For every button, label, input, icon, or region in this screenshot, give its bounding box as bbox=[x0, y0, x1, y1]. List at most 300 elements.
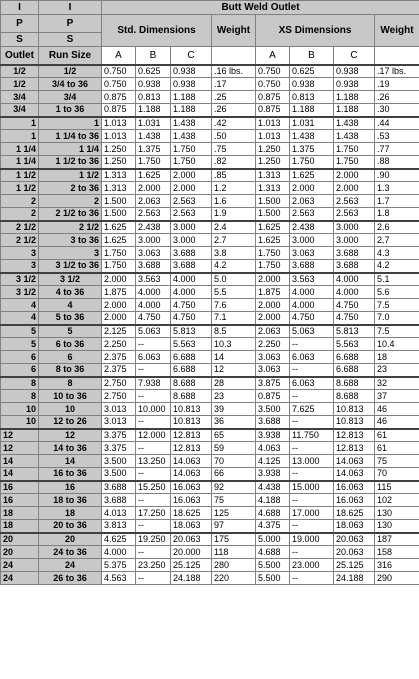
table-row bbox=[1, 559, 419, 572]
xs-b-cell: 15.000 bbox=[290, 481, 334, 494]
xs-weight-cell: 75 bbox=[375, 455, 419, 468]
std-c-cell: 20.000 bbox=[171, 546, 212, 559]
outlet-cell: 24 bbox=[1, 572, 39, 585]
table-row bbox=[1, 286, 419, 299]
run-size-cell: 14 bbox=[39, 455, 102, 468]
xs-b-cell: 7.625 bbox=[290, 403, 334, 416]
ips-letter: P bbox=[39, 15, 102, 33]
std-b-cell: 2.000 bbox=[136, 182, 171, 195]
xs-c-cell: 10.813 bbox=[334, 416, 375, 429]
outlet-cell: 16 bbox=[1, 481, 39, 494]
table-row bbox=[1, 468, 419, 481]
std-c-cell: 2.000 bbox=[171, 169, 212, 182]
std-c-cell: 2.563 bbox=[171, 195, 212, 208]
table-row bbox=[1, 273, 419, 286]
xs-c-cell: 1.750 bbox=[334, 143, 375, 156]
std-c-header: C bbox=[171, 47, 212, 65]
table-row bbox=[1, 403, 419, 416]
table-row bbox=[1, 390, 419, 403]
run-size-cell: 12 to 26 bbox=[39, 416, 102, 429]
std-c-cell: 8.688 bbox=[171, 377, 212, 390]
outlet-cell: 2 1/2 bbox=[1, 221, 39, 234]
std-c-cell: 24.188 bbox=[171, 572, 212, 585]
table-row bbox=[1, 416, 419, 429]
xs-a-cell: 1.750 bbox=[256, 260, 290, 273]
std-c-cell: 8.688 bbox=[171, 390, 212, 403]
xs-weight-cell: .19 bbox=[375, 78, 419, 91]
xs-weight-cell: .88 bbox=[375, 156, 419, 169]
std-b-cell: -- bbox=[136, 494, 171, 507]
std-a-cell: 3.013 bbox=[102, 403, 136, 416]
outlet-cell: 3 bbox=[1, 247, 39, 260]
xs-weight-cell: 2.7 bbox=[375, 234, 419, 247]
xs-a-cell: 3.063 bbox=[256, 364, 290, 377]
table-row bbox=[1, 351, 419, 364]
xs-b-cell: 2.438 bbox=[290, 221, 334, 234]
std-weight-cell: 220 bbox=[212, 572, 256, 585]
xs-b-cell: 13.000 bbox=[290, 455, 334, 468]
xs-weight-cell: 130 bbox=[375, 507, 419, 520]
run-size-cell: 18 to 36 bbox=[39, 494, 102, 507]
xs-weight-cell: 32 bbox=[375, 377, 419, 390]
xs-c-cell: 5.563 bbox=[334, 338, 375, 351]
outlet-cell: 1/2 bbox=[1, 65, 39, 78]
std-weight-cell: 175 bbox=[212, 533, 256, 546]
xs-weight-cell: 61 bbox=[375, 429, 419, 442]
table-row bbox=[1, 507, 419, 520]
xs-b-cell: 19.000 bbox=[290, 533, 334, 546]
xs-weight-cell: 46 bbox=[375, 403, 419, 416]
run-size-cell: 8 to 36 bbox=[39, 364, 102, 377]
std-a-cell: 3.500 bbox=[102, 468, 136, 481]
std-c-cell: 4.750 bbox=[171, 312, 212, 325]
std-c-cell: 10.813 bbox=[171, 416, 212, 429]
xs-b-cell: 3.063 bbox=[290, 247, 334, 260]
std-b-cell: 6.063 bbox=[136, 351, 171, 364]
std-a-cell: 5.375 bbox=[102, 559, 136, 572]
xs-weight-cell: 4.3 bbox=[375, 247, 419, 260]
table-row bbox=[1, 312, 419, 325]
run-size-header: Run Size bbox=[39, 47, 102, 65]
xs-c-cell: 0.938 bbox=[334, 65, 375, 78]
std-a-cell: 0.750 bbox=[102, 65, 136, 78]
std-weight-cell: 5.0 bbox=[212, 273, 256, 286]
xs-a-cell: 4.688 bbox=[256, 507, 290, 520]
std-a-cell: 2.250 bbox=[102, 338, 136, 351]
xs-b-header: B bbox=[290, 47, 334, 65]
std-b-cell: 0.938 bbox=[136, 78, 171, 91]
super-title: Butt Weld Outlet bbox=[102, 1, 419, 15]
std-a-cell: 4.625 bbox=[102, 533, 136, 546]
std-c-cell: 3.688 bbox=[171, 247, 212, 260]
table-row bbox=[1, 143, 419, 156]
std-b-cell: -- bbox=[136, 546, 171, 559]
run-size-cell: 1 1/2 bbox=[39, 169, 102, 182]
std-a-cell: 1.013 bbox=[102, 117, 136, 130]
ips-letter: S bbox=[39, 33, 102, 47]
std-b-cell: 10.000 bbox=[136, 403, 171, 416]
xs-b-cell: -- bbox=[290, 338, 334, 351]
xs-c-header: C bbox=[334, 47, 375, 65]
std-a-cell: 2.375 bbox=[102, 351, 136, 364]
outlet-cell: 10 bbox=[1, 416, 39, 429]
std-weight-cell: .26 bbox=[212, 104, 256, 117]
std-weight-cell: 1.9 bbox=[212, 208, 256, 221]
table-row bbox=[1, 195, 419, 208]
xs-a-cell: 0.750 bbox=[256, 65, 290, 78]
xs-a-cell: 0.875 bbox=[256, 104, 290, 117]
std-a-cell: 2.000 bbox=[102, 273, 136, 286]
std-b-cell: 3.563 bbox=[136, 273, 171, 286]
xs-b-cell: 1.375 bbox=[290, 143, 334, 156]
std-b-cell: 4.000 bbox=[136, 299, 171, 312]
xs-c-cell: 1.438 bbox=[334, 130, 375, 143]
std-a-cell: 1.875 bbox=[102, 286, 136, 299]
xs-c-cell: 4.000 bbox=[334, 286, 375, 299]
xs-weight-cell: 7.0 bbox=[375, 312, 419, 325]
std-c-cell: 3.000 bbox=[171, 221, 212, 234]
std-c-cell: 10.813 bbox=[171, 403, 212, 416]
std-a-cell: 2.375 bbox=[102, 364, 136, 377]
xs-b-cell: -- bbox=[290, 520, 334, 533]
xs-c-cell: 24.188 bbox=[334, 572, 375, 585]
std-b-cell: 5.063 bbox=[136, 325, 171, 338]
xs-a-cell: 0.750 bbox=[256, 78, 290, 91]
table-row bbox=[1, 442, 419, 455]
outlet-cell: 6 bbox=[1, 364, 39, 377]
outlet-cell: 2 bbox=[1, 208, 39, 221]
table-row bbox=[1, 429, 419, 442]
std-b-cell: 2.563 bbox=[136, 208, 171, 221]
std-c-cell: 4.000 bbox=[171, 273, 212, 286]
std-weight-cell: 14 bbox=[212, 351, 256, 364]
std-b-cell: 0.813 bbox=[136, 91, 171, 104]
std-c-cell: 1.438 bbox=[171, 117, 212, 130]
std-a-cell: 1.250 bbox=[102, 143, 136, 156]
xs-a-cell: 2.000 bbox=[256, 273, 290, 286]
run-size-cell: 3 1/2 bbox=[39, 273, 102, 286]
xs-a-cell: 1.500 bbox=[256, 195, 290, 208]
ips-letter: S bbox=[1, 33, 39, 47]
xs-weight-cell: .17 lbs. bbox=[375, 65, 419, 78]
std-b-cell: 17.250 bbox=[136, 507, 171, 520]
run-size-cell: 20 to 36 bbox=[39, 520, 102, 533]
xs-weight-cell: 46 bbox=[375, 416, 419, 429]
std-weight-cell: .42 bbox=[212, 117, 256, 130]
std-b-cell: -- bbox=[136, 520, 171, 533]
std-weight-cell: 92 bbox=[212, 481, 256, 494]
xs-a-cell: 1.750 bbox=[256, 247, 290, 260]
xs-a-cell: 1.013 bbox=[256, 117, 290, 130]
xs-weight-cell: 2.6 bbox=[375, 221, 419, 234]
xs-c-cell: 3.000 bbox=[334, 234, 375, 247]
xs-c-cell: 20.063 bbox=[334, 546, 375, 559]
outlet-cell: 2 1/2 bbox=[1, 234, 39, 247]
ips-letter: I bbox=[1, 1, 39, 15]
std-weight-cell: 4.2 bbox=[212, 260, 256, 273]
outlet-cell: 4 bbox=[1, 299, 39, 312]
std-a-cell: 0.875 bbox=[102, 91, 136, 104]
table-row bbox=[1, 494, 419, 507]
outlet-cell: 1 1/4 bbox=[1, 156, 39, 169]
xs-weight-cell: 10.4 bbox=[375, 338, 419, 351]
xs-c-cell: 2.563 bbox=[334, 208, 375, 221]
xs-b-cell: 5.063 bbox=[290, 325, 334, 338]
xs-weight-cell: 7.5 bbox=[375, 299, 419, 312]
std-b-cell: 12.000 bbox=[136, 429, 171, 442]
xs-weight-cell: 4.2 bbox=[375, 260, 419, 273]
xs-b-cell: 4.000 bbox=[290, 286, 334, 299]
std-a-cell: 3.688 bbox=[102, 481, 136, 494]
xs-weight-cell: 316 bbox=[375, 559, 419, 572]
xs-weight-cell: 18 bbox=[375, 351, 419, 364]
xs-b-cell: 3.563 bbox=[290, 273, 334, 286]
std-c-cell: 6.688 bbox=[171, 364, 212, 377]
std-a-cell: 2.000 bbox=[102, 299, 136, 312]
std-a-cell: 1.625 bbox=[102, 234, 136, 247]
xs-c-cell: 18.063 bbox=[334, 520, 375, 533]
std-weight-header: Weight bbox=[212, 15, 256, 47]
std-b-cell: -- bbox=[136, 364, 171, 377]
xs-a-header: A bbox=[256, 47, 290, 65]
std-b-cell: 19.250 bbox=[136, 533, 171, 546]
run-size-cell: 12 bbox=[39, 429, 102, 442]
xs-weight-cell: .77 bbox=[375, 143, 419, 156]
xs-a-cell: 1.313 bbox=[256, 182, 290, 195]
outlet-cell: 16 bbox=[1, 494, 39, 507]
std-weight-cell: .82 bbox=[212, 156, 256, 169]
std-a-cell: 3.500 bbox=[102, 455, 136, 468]
std-b-header: B bbox=[136, 47, 171, 65]
xs-c-cell: 6.688 bbox=[334, 364, 375, 377]
xs-b-cell: 6.063 bbox=[290, 351, 334, 364]
std-a-cell: 4.000 bbox=[102, 546, 136, 559]
std-a-cell: 1.750 bbox=[102, 247, 136, 260]
xs-weight-cell: 1.3 bbox=[375, 182, 419, 195]
std-c-cell: 1.438 bbox=[171, 130, 212, 143]
std-weight-cell: 59 bbox=[212, 442, 256, 455]
std-weight-cell: 3.8 bbox=[212, 247, 256, 260]
xs-weight-cell: 102 bbox=[375, 494, 419, 507]
xs-b-cell: 0.625 bbox=[290, 65, 334, 78]
outlet-cell: 8 bbox=[1, 377, 39, 390]
xs-c-cell: 0.938 bbox=[334, 78, 375, 91]
std-a-cell: 1.013 bbox=[102, 130, 136, 143]
xs-a-cell: 0.875 bbox=[256, 390, 290, 403]
std-a-cell: 3.375 bbox=[102, 442, 136, 455]
outlet-cell: 3 bbox=[1, 260, 39, 273]
xs-c-cell: 6.688 bbox=[334, 351, 375, 364]
std-a-cell: 4.013 bbox=[102, 507, 136, 520]
std-b-cell: 7.938 bbox=[136, 377, 171, 390]
std-b-cell: 3.688 bbox=[136, 260, 171, 273]
std-c-cell: 5.563 bbox=[171, 338, 212, 351]
xs-c-cell: 4.000 bbox=[334, 273, 375, 286]
xs-b-cell: -- bbox=[290, 416, 334, 429]
run-size-cell: 18 bbox=[39, 507, 102, 520]
std-weight-cell: 5.5 bbox=[212, 286, 256, 299]
std-c-cell: 1.750 bbox=[171, 143, 212, 156]
std-weight-cell: .16 lbs. bbox=[212, 65, 256, 78]
std-weight-cell: 7.6 bbox=[212, 299, 256, 312]
std-a-cell: 0.750 bbox=[102, 78, 136, 91]
table-row bbox=[1, 156, 419, 169]
std-weight-cell: 23 bbox=[212, 390, 256, 403]
xs-b-cell: 6.063 bbox=[290, 377, 334, 390]
xs-weight-cell: 115 bbox=[375, 481, 419, 494]
run-size-cell: 2 bbox=[39, 195, 102, 208]
std-b-cell: 1.438 bbox=[136, 130, 171, 143]
xs-c-cell: 3.688 bbox=[334, 247, 375, 260]
ips-letter: P bbox=[1, 15, 39, 33]
table-body bbox=[1, 65, 419, 585]
xs-a-cell: 3.500 bbox=[256, 403, 290, 416]
std-b-cell: 1.750 bbox=[136, 156, 171, 169]
outlet-cell: 5 bbox=[1, 338, 39, 351]
run-size-cell: 6 to 36 bbox=[39, 338, 102, 351]
xs-b-cell: 1.031 bbox=[290, 117, 334, 130]
outlet-cell: 8 bbox=[1, 390, 39, 403]
xs-c-cell: 1.750 bbox=[334, 156, 375, 169]
xs-weight-cell: .53 bbox=[375, 130, 419, 143]
xs-a-cell: 5.500 bbox=[256, 559, 290, 572]
xs-b-cell: -- bbox=[290, 572, 334, 585]
outlet-cell: 4 bbox=[1, 312, 39, 325]
outlet-cell: 14 bbox=[1, 468, 39, 481]
table-row bbox=[1, 364, 419, 377]
run-size-cell: 1/2 bbox=[39, 65, 102, 78]
std-weight-cell: 8.5 bbox=[212, 325, 256, 338]
xs-c-cell: 20.063 bbox=[334, 533, 375, 546]
outlet-cell: 1 1/2 bbox=[1, 169, 39, 182]
std-b-cell: 3.000 bbox=[136, 234, 171, 247]
std-c-cell: 14.063 bbox=[171, 455, 212, 468]
run-size-cell: 10 bbox=[39, 403, 102, 416]
run-size-cell: 16 to 36 bbox=[39, 468, 102, 481]
xs-c-cell: 8.688 bbox=[334, 390, 375, 403]
xs-c-cell: 4.750 bbox=[334, 312, 375, 325]
std-a-cell: 1.750 bbox=[102, 260, 136, 273]
run-size-cell: 8 bbox=[39, 377, 102, 390]
std-c-cell: 2.563 bbox=[171, 208, 212, 221]
xs-b-cell: 0.938 bbox=[290, 78, 334, 91]
std-a-cell: 1.250 bbox=[102, 156, 136, 169]
std-b-cell: 3.063 bbox=[136, 247, 171, 260]
xs-a-cell: 5.000 bbox=[256, 533, 290, 546]
xs-a-cell: 1.013 bbox=[256, 130, 290, 143]
std-a-cell: 2.750 bbox=[102, 390, 136, 403]
run-size-cell: 2 1/2 to 36 bbox=[39, 208, 102, 221]
xs-b-cell: 23.000 bbox=[290, 559, 334, 572]
outlet-cell: 1 bbox=[1, 130, 39, 143]
xs-b-cell: 1.438 bbox=[290, 130, 334, 143]
table-row bbox=[1, 533, 419, 546]
table-row bbox=[1, 572, 419, 585]
std-weight-cell: .75 bbox=[212, 143, 256, 156]
table-row bbox=[1, 260, 419, 273]
xs-b-cell: -- bbox=[290, 546, 334, 559]
std-weight-cell: 125 bbox=[212, 507, 256, 520]
std-c-cell: 18.063 bbox=[171, 520, 212, 533]
run-size-cell: 2 to 36 bbox=[39, 182, 102, 195]
xs-weight-header: Weight bbox=[375, 15, 419, 47]
xs-a-cell: 3.688 bbox=[256, 416, 290, 429]
outlet-cell: 18 bbox=[1, 520, 39, 533]
std-weight-cell: .50 bbox=[212, 130, 256, 143]
run-size-cell: 1 1/2 to 36 bbox=[39, 156, 102, 169]
table-row bbox=[1, 91, 419, 104]
std-weight-cell: 66 bbox=[212, 468, 256, 481]
std-a-header: A bbox=[102, 47, 136, 65]
xs-a-cell: 4.125 bbox=[256, 455, 290, 468]
run-size-cell: 3 1/2 to 36 bbox=[39, 260, 102, 273]
std-weight-cell: 280 bbox=[212, 559, 256, 572]
xs-c-cell: 2.000 bbox=[334, 182, 375, 195]
std-weight-cell: 1.6 bbox=[212, 195, 256, 208]
std-title: Std. Dimensions bbox=[102, 15, 212, 47]
xs-b-cell: -- bbox=[290, 442, 334, 455]
std-c-cell: 18.625 bbox=[171, 507, 212, 520]
std-weight-cell: 65 bbox=[212, 429, 256, 442]
xs-weight-cell: 37 bbox=[375, 390, 419, 403]
std-weight-cell: .85 bbox=[212, 169, 256, 182]
table-row bbox=[1, 78, 419, 91]
std-weight-cell: 118 bbox=[212, 546, 256, 559]
xs-c-cell: 25.125 bbox=[334, 559, 375, 572]
xs-c-cell: 1.438 bbox=[334, 117, 375, 130]
xs-c-cell: 2.000 bbox=[334, 169, 375, 182]
xs-weight-cell: .30 bbox=[375, 104, 419, 117]
run-size-cell: 4 bbox=[39, 299, 102, 312]
xs-weight-cell: 70 bbox=[375, 468, 419, 481]
std-c-cell: 1.750 bbox=[171, 156, 212, 169]
xs-b-cell: 0.813 bbox=[290, 91, 334, 104]
run-size-cell: 16 bbox=[39, 481, 102, 494]
outlet-cell: 5 bbox=[1, 325, 39, 338]
xs-a-cell: 4.375 bbox=[256, 520, 290, 533]
std-b-cell: 1.188 bbox=[136, 104, 171, 117]
ips-letter: I bbox=[39, 1, 102, 15]
std-b-cell: -- bbox=[136, 338, 171, 351]
xs-b-cell: 1.188 bbox=[290, 104, 334, 117]
std-weight-cell: 97 bbox=[212, 520, 256, 533]
std-c-cell: 4.750 bbox=[171, 299, 212, 312]
xs-a-cell: 2.000 bbox=[256, 312, 290, 325]
xs-a-cell: 1.250 bbox=[256, 143, 290, 156]
xs-c-cell: 14.063 bbox=[334, 468, 375, 481]
run-size-cell: 24 to 36 bbox=[39, 546, 102, 559]
run-size-cell: 5 to 36 bbox=[39, 312, 102, 325]
run-size-cell: 1 bbox=[39, 117, 102, 130]
table-row bbox=[1, 182, 419, 195]
table-row bbox=[1, 338, 419, 351]
std-b-cell: 2.063 bbox=[136, 195, 171, 208]
run-size-cell: 3/4 to 36 bbox=[39, 78, 102, 91]
xs-c-cell: 12.813 bbox=[334, 442, 375, 455]
run-size-cell: 3/4 bbox=[39, 91, 102, 104]
xs-a-cell: 5.500 bbox=[256, 572, 290, 585]
xs-b-cell: -- bbox=[290, 494, 334, 507]
xs-weight-cell: 1.7 bbox=[375, 195, 419, 208]
std-weight-cell: 1.2 bbox=[212, 182, 256, 195]
std-weight-cell: 7.1 bbox=[212, 312, 256, 325]
std-c-cell: 12.813 bbox=[171, 442, 212, 455]
run-size-cell: 1 1/4 to 36 bbox=[39, 130, 102, 143]
outlet-cell: 20 bbox=[1, 533, 39, 546]
run-size-cell: 1 1/4 bbox=[39, 143, 102, 156]
std-b-cell: 4.750 bbox=[136, 312, 171, 325]
xs-a-cell: 2.250 bbox=[256, 338, 290, 351]
